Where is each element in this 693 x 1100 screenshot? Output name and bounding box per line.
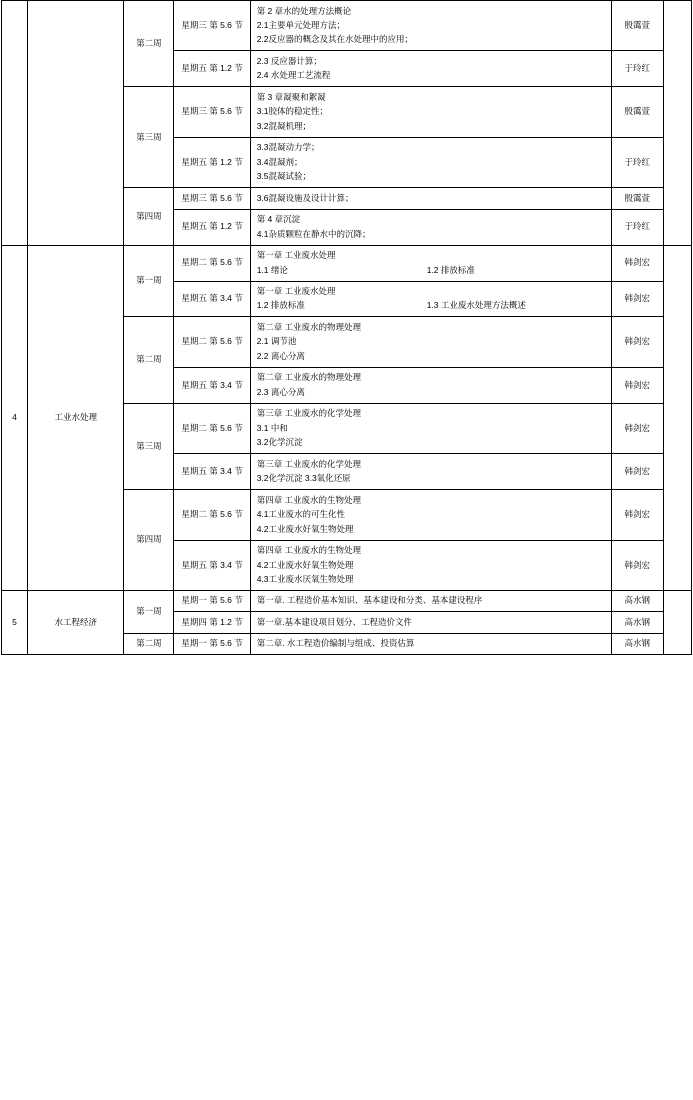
content-line: 4.1工业废水的可生化性	[256, 509, 346, 520]
cell-time: 星期五 第 1.2 节	[174, 137, 250, 187]
cell-time: 星期五 第 1.2 节	[174, 209, 250, 245]
cell-teacher: 殷霭萱	[611, 87, 663, 137]
cell-time: 星期五 第 3.4 节	[174, 540, 250, 590]
cell-time: 星期二 第 5.6 节	[174, 245, 250, 281]
content-line: 第四章 工业废水的生物处理	[256, 494, 362, 505]
cell-teacher: 韩剑宏	[611, 490, 663, 540]
cell-teacher: 殷霭萱	[611, 1, 663, 51]
cell-teacher: 高水钢	[611, 633, 663, 654]
cell-week: 第二周	[124, 633, 174, 654]
content-line: 2.3 离心分离	[256, 386, 305, 397]
content-line: 3.2化学沉淀 3.3氧化还原	[256, 473, 351, 484]
cell-teacher: 韩剑宏	[611, 281, 663, 317]
content-line: 第 4 章沉淀	[256, 214, 301, 225]
cell-week: 第四周	[124, 490, 174, 591]
cell-serial-number: 4	[2, 245, 28, 590]
cell-content	[250, 209, 611, 245]
content-line: 4.2工业废水好氧生物处理	[256, 559, 354, 570]
content-line: 第二章. 水工程造价编制与组成、投资估算	[256, 638, 415, 649]
cell-time: 星期三 第 5.6 节	[174, 188, 250, 209]
content-line: 2.3 反应器计算；	[256, 55, 322, 66]
cell-teacher: 韩剑宏	[611, 317, 663, 367]
cell-content	[250, 540, 611, 590]
cell-content	[250, 137, 611, 187]
cell-content	[250, 317, 611, 367]
cell-content	[250, 590, 611, 611]
cell-teacher: 高水钢	[611, 612, 663, 633]
cell-week: 第三周	[124, 87, 174, 188]
content-line: 第二章 工业废水的物理处理	[256, 372, 362, 383]
cell-content	[250, 454, 611, 490]
content-line: 第三章 工业废水的化学处理	[256, 458, 362, 469]
cell-week: 第二周	[124, 1, 174, 87]
cell-teacher: 韩剑宏	[611, 367, 663, 403]
cell-teacher: 韩剑宏	[611, 454, 663, 490]
cell-content	[250, 51, 611, 87]
cell-teacher: 殷霭萱	[611, 188, 663, 209]
content-line: 第 3 章凝聚和絮凝	[256, 91, 326, 102]
content-line: 3.6混凝设施及设计计算；	[256, 192, 354, 203]
cell-teacher: 韩剑宏	[611, 540, 663, 590]
content-line: 第一章. 工程造价基本知识、基本建设和分类、基本建设程序	[256, 595, 483, 606]
cell-time: 星期二 第 5.6 节	[174, 317, 250, 367]
cell-content	[250, 1, 611, 51]
cell-time: 星期五 第 1.2 节	[174, 51, 250, 87]
content-line: 第一章 工业废水处理	[256, 286, 336, 296]
cell-content	[250, 87, 611, 137]
table-row	[2, 1, 692, 51]
cell-content	[250, 490, 611, 540]
cell-content	[250, 367, 611, 403]
cell-teacher: 韩剑宏	[611, 245, 663, 281]
content-line: 3.2化学沉淀	[256, 437, 303, 448]
table-row	[2, 245, 692, 281]
content-line: 4.1杂质颗粒在静水中的沉降；	[256, 228, 371, 239]
table-row	[2, 590, 692, 611]
cell-time: 星期二 第 5.6 节	[174, 403, 250, 453]
cell-week: 第三周	[124, 403, 174, 489]
content-line: 3.2混凝机理；	[256, 120, 312, 131]
cell-content	[250, 245, 611, 281]
content-line: 3.4混凝剂；	[256, 156, 303, 167]
content-line: 4.3工业废水厌氧生物处理	[256, 573, 354, 584]
content-line: 第一章.基本建设项目划分、工程造价文件	[256, 616, 413, 627]
content-line: 3.5混凝试验；	[256, 171, 312, 182]
cell-content	[250, 281, 611, 317]
content-line: 3.1胶体的稳定性；	[256, 106, 329, 117]
content-line-right: 1.2 排放标准	[426, 264, 475, 275]
content-line-split	[255, 263, 607, 277]
cell-time: 星期二 第 5.6 节	[174, 490, 250, 540]
content-line: 第三章 工业废水的化学处理	[256, 408, 362, 419]
content-line: 4.2工业废水好氧生物处理	[256, 523, 354, 534]
content-line: 2.4 水处理工艺流程	[256, 70, 331, 81]
cell-teacher: 于玲红	[611, 51, 663, 87]
content-line-right: 1.3 工业废水处理方法概述	[426, 300, 526, 311]
cell-week: 第四周	[124, 188, 174, 245]
content-line: 3.1 中和	[256, 422, 288, 433]
cell-teacher: 高水钢	[611, 590, 663, 611]
cell-time: 星期五 第 3.4 节	[174, 367, 250, 403]
cell-time: 星期一 第 5.6 节	[174, 590, 250, 611]
cell-time: 星期三 第 5.6 节	[174, 87, 250, 137]
content-line: 第一章 工业废水处理	[256, 250, 336, 261]
cell-week: 第二周	[124, 317, 174, 403]
cell-remark	[663, 590, 691, 654]
content-line-left: 1.1 绪论	[256, 264, 288, 275]
cell-teacher: 于玲红	[611, 137, 663, 187]
cell-remark	[663, 245, 691, 590]
cell-content	[250, 633, 611, 654]
cell-serial-number: 5	[2, 590, 28, 654]
cell-course-name: 水工程经济	[28, 590, 124, 654]
cell-remark	[663, 1, 691, 246]
course-schedule-table	[1, 0, 692, 655]
cell-teacher: 于玲红	[611, 209, 663, 245]
cell-time: 星期三 第 5.6 节	[174, 1, 250, 51]
content-line: 2.1 调节池	[256, 336, 297, 347]
content-line: 第二章 工业废水的物理处理	[256, 321, 362, 332]
cell-time: 星期五 第 3.4 节	[174, 454, 250, 490]
cell-course-name	[28, 1, 124, 246]
cell-serial-number	[2, 1, 28, 246]
cell-teacher: 韩剑宏	[611, 403, 663, 453]
content-line: 第 2 章水的处理方法概论	[256, 5, 352, 16]
cell-content	[250, 403, 611, 453]
cell-content	[250, 188, 611, 209]
cell-course-name: 工业水处理	[28, 245, 124, 590]
content-line: 第四章 工业废水的生物处理	[256, 545, 362, 556]
content-line: 2.1主要单元处理方法；	[256, 19, 346, 30]
content-line: 2.2 离心分离	[256, 350, 305, 361]
cell-week: 第一周	[124, 245, 174, 317]
content-line-split	[255, 299, 607, 313]
cell-time: 星期四 第 1.2 节	[174, 612, 250, 633]
content-line-left: 1.2 排放标准	[256, 300, 305, 311]
cell-time: 星期五 第 3.4 节	[174, 281, 250, 317]
cell-week: 第一周	[124, 590, 174, 633]
content-line: 2.2反应器的概念及其在水处理中的应用；	[256, 34, 414, 45]
content-line: 3.3混凝动力学；	[256, 142, 320, 153]
cell-content	[250, 612, 611, 633]
cell-time: 星期一 第 5.6 节	[174, 633, 250, 654]
